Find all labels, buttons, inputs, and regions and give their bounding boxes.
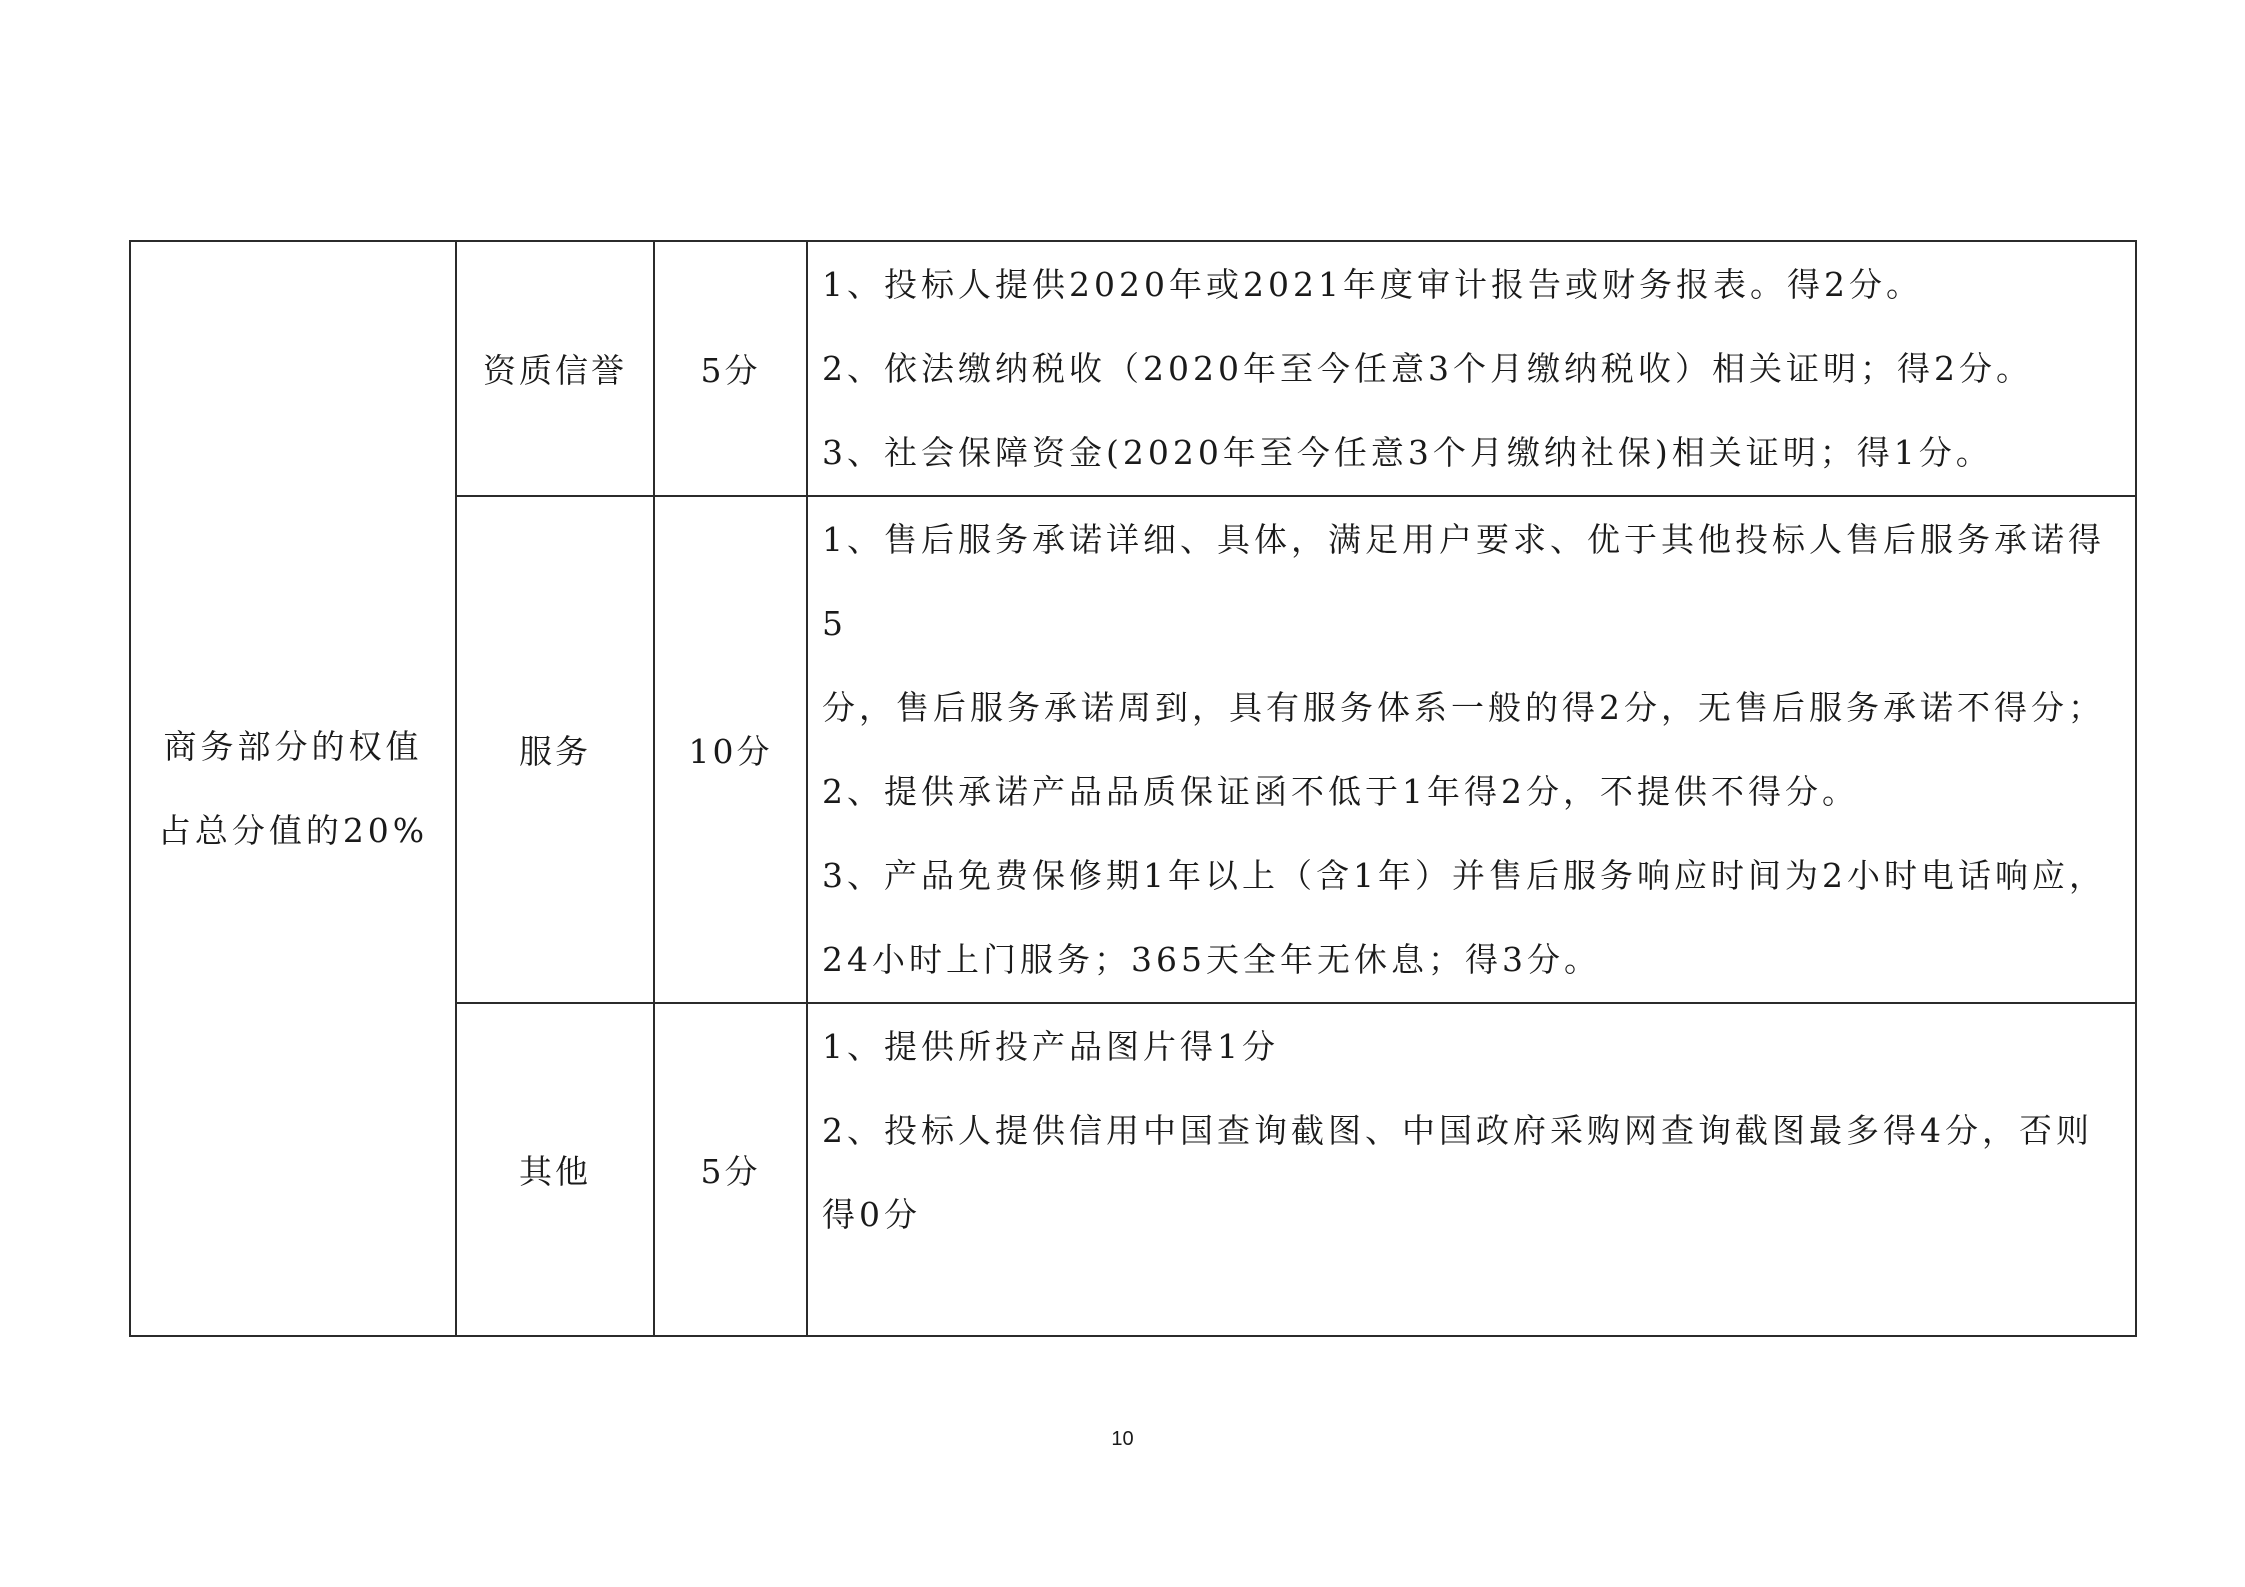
criteria-line: 2、依法缴纳税收（2020年至今任意3个月缴纳税收）相关证明；得2分。: [822, 349, 2033, 388]
criteria-cell: [807, 241, 2136, 496]
criteria-line: 1、提供所投产品图片得1分: [822, 1027, 1279, 1066]
criteria-line: 1、售后服务承诺详细、具体，满足用户要求、优于其他投标人售后服务承诺得5: [822, 520, 2105, 643]
criteria-line: 3、产品免费保修期1年以上（含1年）并售后服务响应时间为2小时电话响应，: [822, 856, 2106, 895]
criteria-line: 得0分: [822, 1195, 921, 1234]
criteria-line: 24小时上门服务；365天全年无休息；得3分。: [822, 940, 1601, 979]
score-cell: 5分: [654, 241, 807, 496]
score-cell: 10分: [654, 496, 807, 1003]
weight-label-line-2: 占总分值的20%: [157, 810, 429, 850]
category-cell: 其他: [456, 1003, 654, 1336]
weight-label-line-1: 商务部分的权值: [163, 726, 423, 766]
criteria-line: 分，售后服务承诺周到，具有服务体系一般的得2分，无售后服务承诺不得分；: [822, 688, 2105, 727]
weight-cell: [130, 241, 456, 1336]
criteria-line: 1、投标人提供2020年或2021年度审计报告或财务报表。得2分。: [822, 265, 1923, 304]
category-cell: 服务: [456, 496, 654, 1003]
table-row: [130, 241, 2136, 496]
page-number: 10: [1111, 1428, 1134, 1450]
criteria-cell: [807, 1003, 2136, 1336]
criteria-line: 3、社会保障资金(2020年至今任意3个月缴纳社保)相关证明；得1分。: [822, 433, 1993, 472]
category-cell: 资质信誉: [456, 241, 654, 496]
criteria-cell: [807, 496, 2136, 1003]
score-cell: 5分: [654, 1003, 807, 1336]
scoring-table: [129, 240, 2137, 1337]
criteria-line: 2、提供承诺产品品质保证函不低于1年得2分，不提供不得分。: [822, 772, 1859, 811]
criteria-line: 2、投标人提供信用中国查询截图、中国政府采购网查询截图最多得4分，否则: [822, 1111, 2093, 1150]
